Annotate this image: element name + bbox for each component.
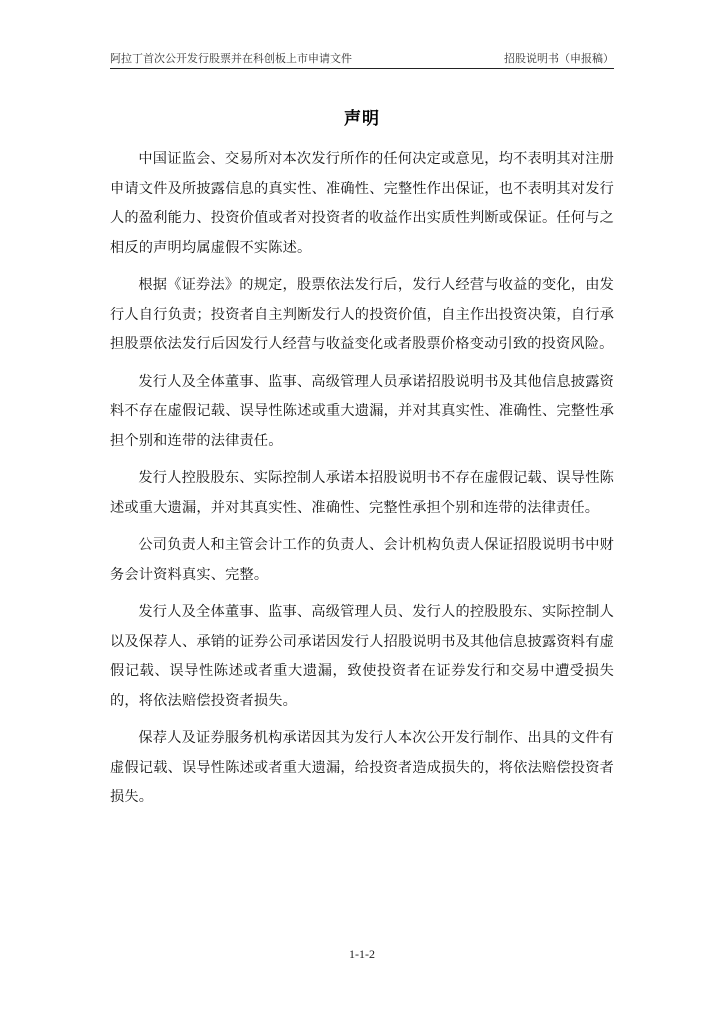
paragraph-investment-risk: 根据《证券法》的规定，股票依法发行后，发行人经营与收益的变化，由发行人自行负责；投资者自主判断发行人的投资价值，自主作出投资决策，自行承担股票依法发行后因发行人经营与收益变化或者股票价格变动引致的投资风险。 <box>110 277 614 352</box>
paragraph-sponsor-commitment: 保荐人及证券服务机构承诺因其为发行人本次公开发行制作、出具的文件有虚假记载、误导性陈述或者重大遗漏，给投资者造成损失的，将依法赔偿投资者损失。 <box>110 730 614 805</box>
header-document-name: 阿拉丁首次公开发行股票并在科创板上市申请文件 <box>110 52 352 65</box>
paragraph-directors-commitment: 发行人及全体董事、监事、高级管理人员承诺招股说明书及其他信息披露资料不存在虚假记载、误导性陈述或重大遗漏，并对其真实性、准确性、完整性承担个别和连带的法律责任。 <box>110 373 614 449</box>
page-header <box>110 50 614 66</box>
page-number: 1-1-2 <box>349 947 375 961</box>
header-document-type: 招股说明书（申报稿） <box>504 52 614 65</box>
paragraph-compensation-commitment: 发行人及全体董事、监事、高级管理人员、发行人的控股股东、实际控制人以及保荐人、承销的证券公司承诺因发行人招股说明书及其他信息披露资料有虚假记载、误导性陈述或者重大遗漏，致使投资者在证券发行和交易中遭受损失的，将依法赔偿投资者损失。 <box>110 604 614 709</box>
paragraph-regulator-disclaimer: 中国证监会、交易所对本次发行所作的任何决定或意见，均不表明其对注册申请文件及所披露信息的真实性、准确性、完整性作出保证，也不表明其对发行人的盈利能力、投资价值或者对投资者的收益作出实质性判断或保证。任何与之相反的声明均属虚假不实陈述。 <box>110 151 614 256</box>
header-divider <box>110 68 614 69</box>
paragraph-controller-commitment: 发行人控股股东、实际控制人承诺本招股说明书不存在虚假记载、误导性陈述或重大遗漏，并对其真实性、准确性、完整性承担个别和连带的法律责任。 <box>110 470 614 516</box>
page-title: 声明 <box>344 109 380 129</box>
declaration-body <box>110 145 614 821</box>
paragraph-financial-guarantee: 公司负责人和主管会计工作的负责人、会计机构负责人保证招股说明书中财务会计资料真实、完整。 <box>110 537 614 583</box>
